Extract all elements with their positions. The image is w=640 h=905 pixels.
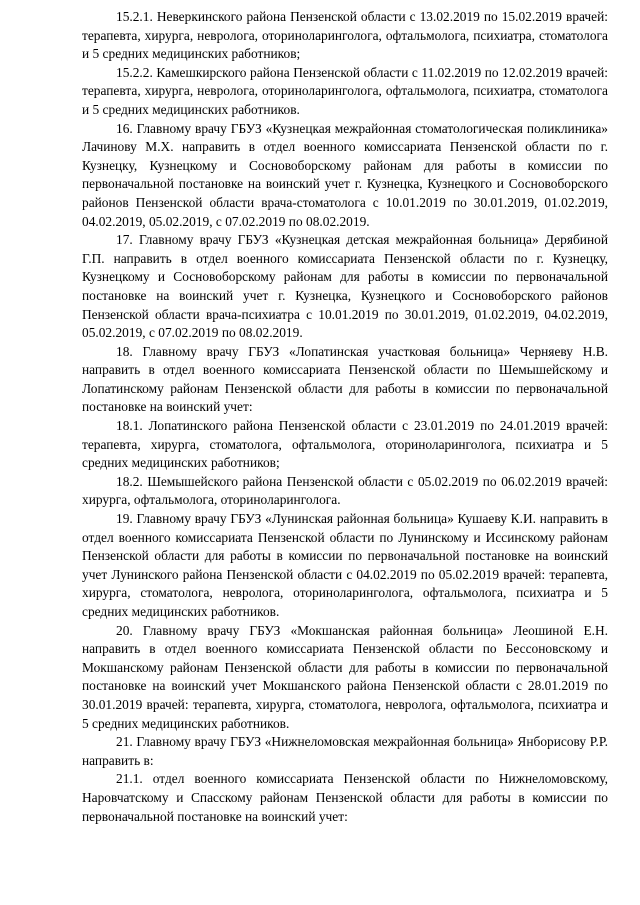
- document-page: [82, 8, 608, 826]
- paragraph-16: 16. Главному врачу ГБУЗ «Кузнецкая межрайонная стоматологическая поликлиника» Лачинову М.Х. направить в отдел военного комиссариата Пензенской области по г. Кузнецку, Кузнецкому и Сосновоборскому районам для работы в комиссии по первоначальной постановке на воинский учет г. Кузнецка, Кузнецкого и Сосновоборского районов Пензенской области врача-стоматолога с 10.01.2019 по 30.01.2019, 01.02.2019, 04.02.2019, 05.02.2019, с 07.02.2019 по 08.02.2019.: [82, 120, 608, 229]
- paragraph-18-1: 18.1. Лопатинского района Пензенской области с 23.01.2019 по 24.01.2019 врачей: терапевта, хирурга, стоматолога, офтальмолога, оториноларинголога, психиатра и 5 средних медицинских работников;: [82, 418, 608, 471]
- paragraph-18: 18. Главному врачу ГБУЗ «Лопатинская участковая больница» Черняеву Н.В. направить в отдел военного комиссариата Пензенской области по Шемышейскому и Лопатинскому районам Пензенской области для работы в комиссии по первоначальной постановке на воинский учет:: [82, 343, 608, 415]
- paragraph-17: 17. Главному врачу ГБУЗ «Кузнецкая детская межрайонная больница» Дерябиной Г.П. направить в отдел военного комиссариата Пензенской области по г. Кузнецку, Кузнецкому и Сосновоборскому районам для работы в комиссии по первоначальной постановке на воинский учет г. Кузнецка, Кузнецкого и Сосновоборского районов Пензенской области врача-психиатра с 10.01.2019 по 30.01.2019, 01.02.2019, 04.02.2019, 05.02.2019, с 07.02.2019 по 08.02.2019.: [82, 232, 608, 341]
- paragraph-18-2: 18.2. Шемышейского района Пензенской области с 05.02.2019 по 06.02.2019 врачей: хирурга, офтальмолога, оториноларинголога.: [82, 473, 608, 508]
- paragraph-15-2-1: 15.2.1. Неверкинского района Пензенской области с 13.02.2019 по 15.02.2019 врачей: терапевта, хирурга, невролога, оториноларинголога, офтальмолога, психиатра, стоматолога и 5 средних медицинских работников;: [82, 9, 608, 62]
- paragraph-21: 21. Главному врачу ГБУЗ «Нижнеломовская межрайонная больница» Янборисову Р.Р. направить в:: [82, 734, 608, 768]
- paragraph-20: 20. Главному врачу ГБУЗ «Мокшанская районная больница» Леошиной Е.Н. направить в отдел военного комиссариата Пензенской области по Бессоновскому и Мокшанскому районам Пензенской области для работы в комиссии по первоначальной постановке на воинский учет Мокшанского района Пензенской области с 28.01.2019 по 30.01.2019 врачей: терапевта, хирурга, стоматолога, невролога, офтальмолога, психиатра и 5 средних медицинских работников.: [82, 622, 608, 731]
- paragraph-19: 19. Главному врачу ГБУЗ «Лунинская районная больница» Кушаеву К.И. направить в отдел военного комиссариата Пензенской области по Лунинскому и Иссинскому районам Пензенской области для работы в комиссии по первоначальной постановке на воинский учет Лунинского района Пензенской области с 04.02.2019 по 05.02.2019 врачей: терапевта, хирурга, стоматолога, невролога, оториноларинголога, офтальмолога, психиатра и 5 средних медицинских работников.: [82, 511, 608, 619]
- paragraph-21-1: 21.1. отдел военного комиссариата Пензенской области по Нижнеломовскому, Наровчатскому и Спасскому районам Пензенской области для работы в комиссии по первоначальной постановке на воинский учет:: [82, 771, 608, 824]
- paragraph-15-2-2: 15.2.2. Камешкирского района Пензенской области с 11.02.2019 по 12.02.2019 врачей: терапевта, хирурга, невролога, оториноларинголога, офтальмолога, психиатра, стоматолога и 5 средних медицинских работников.: [82, 64, 608, 117]
